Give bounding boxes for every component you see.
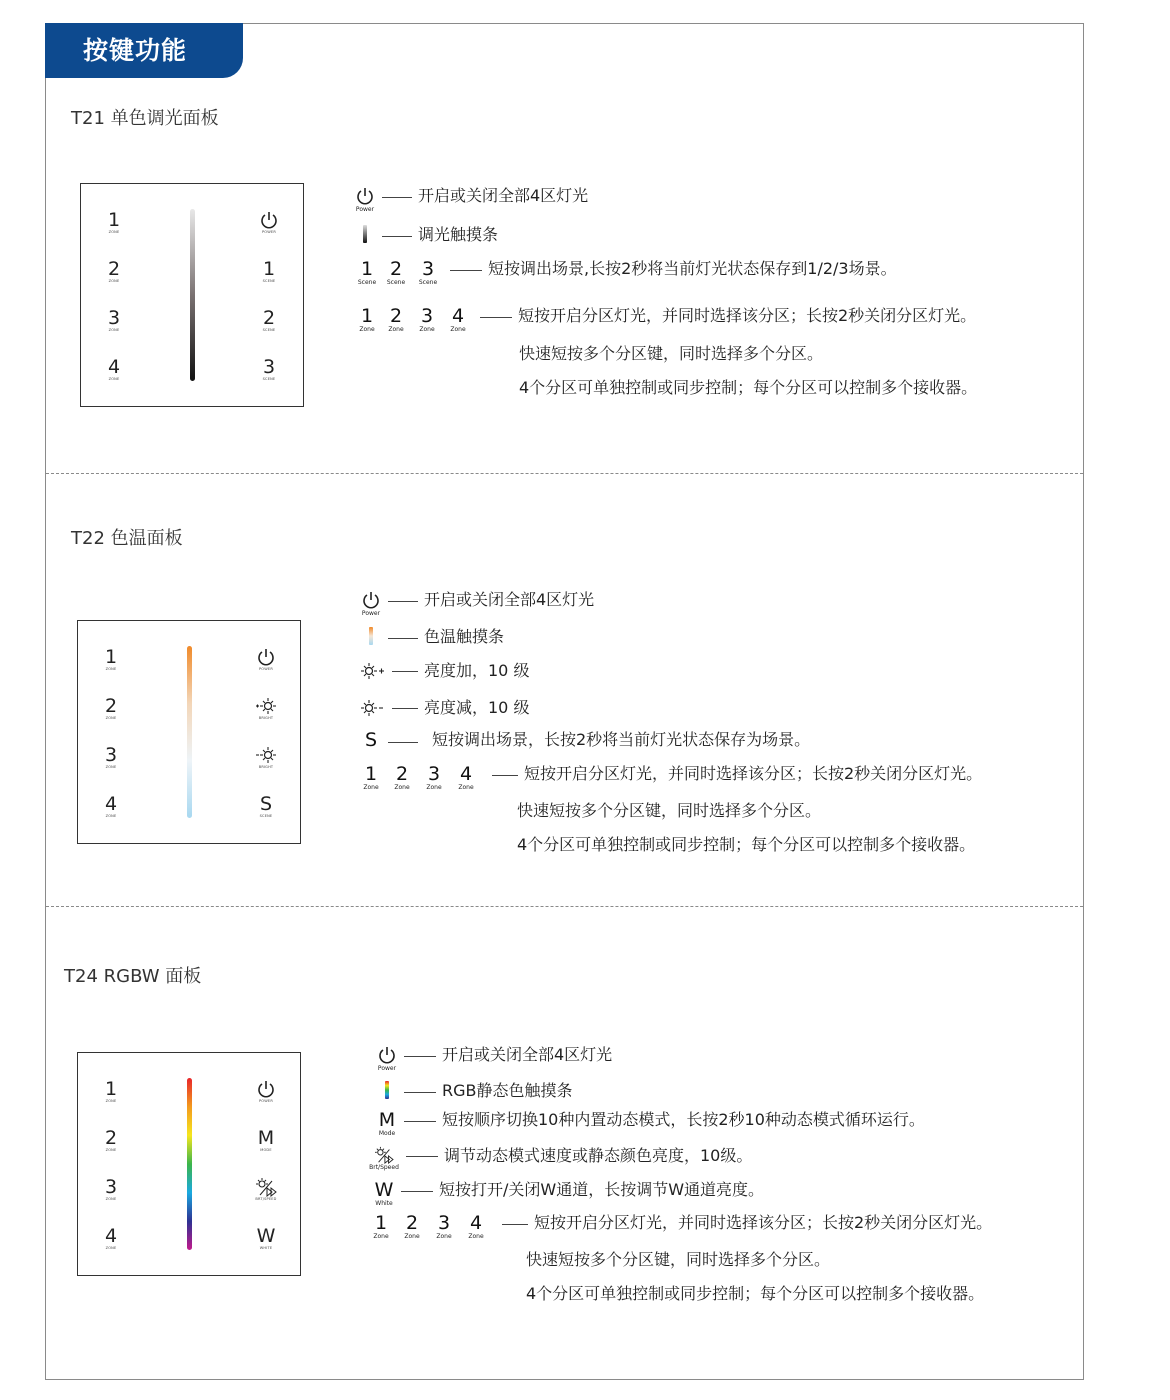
t21-scene-1-key: 1 SCENE xyxy=(262,258,276,283)
t21-zone-3-key: 3 ZONE xyxy=(107,307,121,332)
t21-strip-desc: 调光触摸条 xyxy=(418,225,499,244)
t24-speed-legend: Brt/Speed xyxy=(368,1146,400,1171)
t21-scene-row xyxy=(354,259,897,286)
t22-strip-row xyxy=(360,627,504,649)
t21-zone-desc-3: 4个分区可单独控制或同步控制；每个分区可以控制多个接收器。 xyxy=(519,378,978,397)
t21-zone-desc-1: 短按开启分区灯光，并同时选择该分区；长按2秒关闭分区灯光。 xyxy=(518,306,977,325)
t24-zone-2-legend: 2 Zone xyxy=(404,1212,420,1240)
t21-power-desc: 开启或关闭全部4区灯光 xyxy=(418,186,589,205)
page-title: 按键功能 xyxy=(45,23,243,78)
t24-white-key: W WHITE xyxy=(256,1225,276,1250)
t24-strip-desc: RGB静态色触摸条 xyxy=(442,1081,573,1100)
t22-strip-desc: 色温触摸条 xyxy=(424,627,505,646)
t22-zone-4-key: 4 ZONE xyxy=(104,793,118,818)
t22-zone-2-legend: 2 Zone xyxy=(394,763,410,791)
t22-power-key: POWER xyxy=(246,647,286,672)
connector-line xyxy=(392,708,418,709)
t24-zone-1-legend: 1 Zone xyxy=(373,1212,389,1240)
t22-zone-3-legend: 3 Zone xyxy=(426,763,442,791)
t24-section-title: T24 RGBW 面板 xyxy=(64,966,202,987)
t21-scene-desc: 短按调出场景,长按2秒将当前灯光状态保存到1/2/3场景。 xyxy=(488,259,897,278)
t22-scene-desc: 短按调出场景，长按2秒将当前灯光状态保存为场景。 xyxy=(432,730,811,749)
t22-scene-legend: S xyxy=(364,729,378,751)
t24-zone-desc-2: 快速短按多个分区键，同时选择多个分区。 xyxy=(526,1250,831,1269)
t22-power-legend: Power xyxy=(360,590,382,617)
t21-scene-2-key: 2 SCENE xyxy=(262,307,276,332)
t22-scene-key: S SCENE xyxy=(259,793,273,818)
t24-white-row xyxy=(373,1180,764,1207)
t21-zone-4-key: 4 ZONE xyxy=(107,356,121,381)
t22-bright-up-desc: 亮度加，10 级 xyxy=(424,661,530,680)
t24-rgb-strip xyxy=(187,1078,192,1250)
t24-zone-2-key: 2 ZONE xyxy=(104,1127,118,1152)
connector-line xyxy=(502,1224,528,1225)
t24-power-legend: Power xyxy=(376,1045,398,1072)
brightness-up-icon xyxy=(360,661,386,681)
t21-scene-2-legend: 2 Scene xyxy=(386,258,406,286)
t21-zone-1-legend: 1 Zone xyxy=(359,305,375,333)
connector-line xyxy=(388,638,418,639)
connector-line xyxy=(388,601,418,602)
t24-power-key: POWER xyxy=(246,1079,286,1104)
power-icon xyxy=(256,647,276,667)
t22-zone-4-legend: 4 Zone xyxy=(458,763,474,791)
t22-cct-strip xyxy=(187,646,192,818)
t24-mode-desc: 短按顺序切换10种内置动态模式，长按2秒10种动态模式循环运行。 xyxy=(442,1110,925,1129)
t21-zone-2-legend: 2 Zone xyxy=(388,305,404,333)
t22-section-title: T22 色温面板 xyxy=(71,528,183,549)
t24-power-row xyxy=(376,1045,612,1072)
t22-zone-1-key: 1 ZONE xyxy=(104,646,118,671)
t22-bright-down-key: BRIGHT xyxy=(246,745,286,770)
t21-scene-1-legend: 1 Scene xyxy=(357,258,377,286)
t22-scene-row xyxy=(360,730,810,750)
t24-strip-row xyxy=(376,1081,573,1103)
t22-bright-down-desc: 亮度减，10 级 xyxy=(424,698,530,717)
rgb-strip-icon xyxy=(385,1081,389,1099)
brightness-down-icon xyxy=(360,698,386,718)
t22-zone-2-key: 2 ZONE xyxy=(104,695,118,720)
t21-section-title: T21 单色调光面板 xyxy=(71,108,219,129)
t22-zone-desc-2: 快速短按多个分区键，同时选择多个分区。 xyxy=(517,801,822,820)
brightness-speed-icon xyxy=(254,1177,278,1197)
t24-white-legend: W White xyxy=(374,1179,394,1207)
t21-zone-2-key: 2 ZONE xyxy=(107,258,121,283)
t22-power-desc: 开启或关闭全部4区灯光 xyxy=(424,590,595,609)
t24-panel-image xyxy=(77,1052,301,1276)
power-icon xyxy=(259,210,279,230)
t24-zone-3-key: 3 ZONE xyxy=(104,1176,118,1201)
power-icon xyxy=(361,590,381,610)
t22-bright-up-key: BRIGHT xyxy=(246,696,286,721)
t21-strip-row xyxy=(354,225,498,247)
t24-white-desc: 短按打开/关闭W通道，长按调节W通道亮度。 xyxy=(439,1180,765,1199)
brightness-up-icon xyxy=(255,696,277,716)
t24-mode-row xyxy=(376,1110,925,1137)
t24-speed-desc: 调节动态模式速度或静态颜色亮度，10级。 xyxy=(444,1146,753,1165)
t22-bright-up-row xyxy=(360,661,529,681)
t22-zone-row xyxy=(360,764,982,791)
t24-mode-key: M MODE xyxy=(257,1127,275,1152)
t24-speed-key: BRT/SPEED xyxy=(246,1177,286,1202)
t22-zone-desc-3: 4个分区可单独控制或同步控制；每个分区可以控制多个接收器。 xyxy=(517,835,976,854)
t21-panel-image xyxy=(80,183,304,407)
connector-line xyxy=(404,1121,436,1122)
connector-line xyxy=(382,236,412,237)
cct-strip-icon xyxy=(369,627,373,645)
t24-zone-desc-1: 短按开启分区灯光，并同时选择该分区；长按2秒关闭分区灯光。 xyxy=(534,1213,993,1232)
t21-zone-row xyxy=(354,306,976,333)
power-icon xyxy=(256,1079,276,1099)
t21-scene-3-legend: 3 Scene xyxy=(418,258,438,286)
t22-bright-down-row xyxy=(360,698,529,718)
t22-zone-1-legend: 1 Zone xyxy=(363,763,379,791)
t24-speed-row xyxy=(368,1146,752,1171)
connector-line xyxy=(450,270,482,271)
t22-panel-image xyxy=(77,620,301,844)
t24-zone-4-legend: 4 Zone xyxy=(468,1212,484,1240)
dimming-strip-icon xyxy=(363,225,367,243)
t22-zone-desc-1: 短按开启分区灯光，并同时选择该分区；长按2秒关闭分区灯光。 xyxy=(524,764,983,783)
connector-line xyxy=(492,775,518,776)
t24-zone-1-key: 1 ZONE xyxy=(104,1078,118,1103)
section-divider xyxy=(46,473,1083,474)
power-icon xyxy=(355,186,375,206)
t24-zone-row xyxy=(370,1213,992,1240)
t21-power-row xyxy=(354,186,588,213)
connector-line xyxy=(406,1156,438,1157)
brightness-down-icon xyxy=(255,745,277,765)
t21-zone-desc-2: 快速短按多个分区键，同时选择多个分区。 xyxy=(519,344,824,363)
t24-zone-desc-3: 4个分区可单独控制或同步控制；每个分区可以控制多个接收器。 xyxy=(526,1284,985,1303)
t21-zone-1-key: 1 ZONE xyxy=(107,209,121,234)
t21-power-legend: Power xyxy=(354,186,376,213)
t24-power-desc: 开启或关闭全部4区灯光 xyxy=(442,1045,613,1064)
t21-zone-4-legend: 4 Zone xyxy=(450,305,466,333)
t24-mode-legend: M Mode xyxy=(378,1109,396,1137)
t22-zone-3-key: 3 ZONE xyxy=(104,744,118,769)
t21-zone-3-legend: 3 Zone xyxy=(419,305,435,333)
connector-line xyxy=(382,197,412,198)
t21-scene-3-key: 3 SCENE xyxy=(262,356,276,381)
connector-line xyxy=(401,1191,433,1192)
connector-line xyxy=(480,317,512,318)
connector-line xyxy=(392,671,418,672)
connector-line xyxy=(404,1056,436,1057)
power-icon xyxy=(377,1045,397,1065)
t22-power-row xyxy=(360,590,594,617)
t24-zone-3-legend: 3 Zone xyxy=(436,1212,452,1240)
t24-zone-4-key: 4 ZONE xyxy=(104,1225,118,1250)
brightness-speed-icon xyxy=(372,1146,396,1164)
section-divider xyxy=(46,906,1083,907)
connector-line xyxy=(404,1092,436,1093)
t21-power-key: POWER xyxy=(249,210,289,235)
t21-dimming-strip xyxy=(190,209,195,381)
connector-line xyxy=(388,742,418,743)
